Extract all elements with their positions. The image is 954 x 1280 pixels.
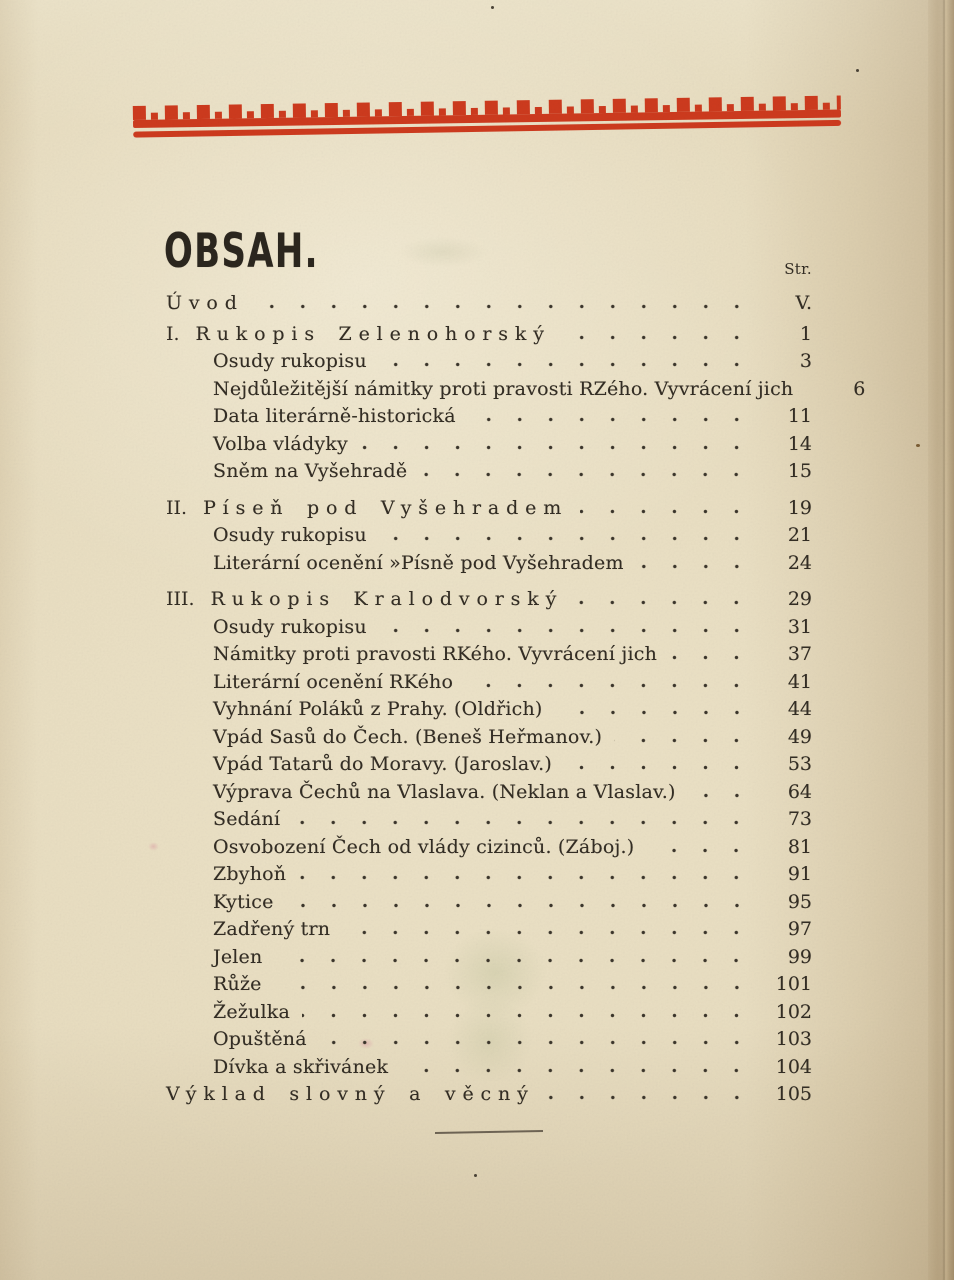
toc-dot-leader (547, 1095, 752, 1100)
toc-page-number: 29 (787, 588, 812, 610)
toc-row (166, 1081, 812, 1109)
toc-page-number: 1 (799, 322, 812, 345)
bleed-through-stain (378, 230, 508, 274)
toc-entry-label: Literární ocenění »Písně pod Vyšehradem (213, 551, 624, 574)
toc-entry-label: Rukopis Zelenohorský (195, 322, 551, 345)
toc-entry-label: Rukopis Kralodvorský (210, 588, 564, 610)
toc-numeral: I. (166, 322, 180, 345)
toc-page-number: 91 (787, 863, 812, 885)
toc-dot-leader (575, 600, 752, 605)
toc-row (166, 751, 812, 779)
toc-page-number: 99 (787, 945, 812, 968)
toc-entry-label: Vyhnání Poláků z Prahy. (Oldřich) (213, 698, 543, 720)
toc-page-number: 73 (787, 808, 812, 830)
toc-page-number: 19 (787, 496, 812, 519)
toc-entry-label: Výklad slovný a věcný (166, 1083, 535, 1105)
toc-entry-label: Sněm na Vyšehradě (213, 460, 408, 482)
toc-row (166, 916, 812, 944)
toc-list (166, 290, 866, 1109)
toc-page-number: 102 (775, 1000, 812, 1023)
toc-row (166, 586, 812, 614)
page-column-header: Str. (784, 260, 812, 278)
toc-row (166, 522, 812, 550)
toc-row (166, 1054, 812, 1082)
toc-row (166, 696, 812, 724)
toc-dot-leader (669, 655, 752, 660)
toc-page-number: 44 (787, 698, 812, 720)
toc-dot-leader (286, 903, 752, 908)
toc-row (166, 614, 812, 642)
toc-page-number: 103 (775, 1028, 812, 1050)
toc-dot-leader (319, 1040, 752, 1045)
toc-dot-leader (636, 564, 752, 569)
toc-entry-label: Volba vládyky (213, 432, 348, 455)
toc-dot-leader (400, 1068, 752, 1073)
toc-row (166, 1026, 812, 1054)
toc-row (166, 550, 812, 578)
toc-row (166, 290, 812, 318)
toc-page-number: 37 (787, 643, 812, 665)
toc-entry-label: Jelen (213, 945, 263, 968)
toc-dot-leader (274, 958, 752, 963)
toc-page-number: 41 (787, 670, 812, 693)
toc-page-number: 105 (775, 1083, 812, 1105)
toc-row (166, 641, 812, 669)
toc-dot-leader (468, 417, 752, 422)
toc-page-number: 95 (787, 890, 812, 913)
top-ornament (133, 95, 841, 136)
toc-dot-leader (256, 304, 752, 309)
toc-entry-label: Úvod (166, 292, 244, 314)
toc-dot-leader (302, 1013, 752, 1018)
toc-page-number: 104 (775, 1055, 812, 1078)
toc-entry-label: Data literárně-historická (213, 405, 456, 427)
toc-row (166, 495, 812, 523)
toc-row (166, 779, 812, 807)
toc-dot-leader (342, 930, 752, 935)
toc-entry-label: Osudy rukopisu (213, 615, 367, 638)
toc-row (166, 724, 812, 752)
toc-row (166, 889, 812, 917)
toc-dot-leader (465, 683, 752, 688)
toc-row (166, 376, 866, 404)
dust-speck (856, 69, 859, 72)
toc-row (166, 669, 812, 697)
toc-entry-label: Růže (213, 973, 262, 995)
toc-dot-leader (563, 335, 752, 340)
pink-smudge (148, 842, 159, 851)
toc-page-number: 101 (775, 973, 812, 995)
toc-entry-label: Vpád Tatarů do Moravy. (Jaroslav.) (213, 753, 552, 775)
toc-row (166, 944, 812, 972)
toc-entry-label: Žežulka (213, 1000, 291, 1023)
toc-entry-label: Osudy rukopisu (213, 350, 367, 372)
toc-page-number: 53 (787, 753, 812, 775)
toc-entry-label: Kytice (213, 890, 274, 913)
dust-speck (474, 1174, 477, 1177)
toc-row (166, 348, 812, 376)
page-edge-shadow (928, 0, 954, 1280)
toc-entry-label: Osvobození Čech od vlády cizinců. (Záboj.) (213, 835, 635, 858)
toc-dot-leader (555, 710, 752, 715)
toc-dot-leader (688, 793, 752, 798)
toc-page-number: 64 (787, 780, 812, 803)
toc-page-number: 97 (787, 918, 812, 940)
toc-dot-leader (274, 985, 752, 990)
toc-page-number: 11 (787, 405, 812, 427)
toc-entry-label: Dívka a skřivánek (213, 1055, 389, 1078)
toc-page-number: 24 (787, 551, 812, 574)
table-of-contents (166, 290, 866, 1133)
toc-row (166, 806, 812, 834)
dust-speck (491, 6, 494, 9)
toc-page-number: 21 (787, 524, 812, 546)
toc-dot-leader (580, 509, 752, 514)
toc-row (166, 403, 812, 431)
toc-entry-label: Sedání (213, 808, 281, 830)
toc-dot-leader (379, 628, 752, 633)
toc-dot-leader (646, 848, 752, 853)
toc-entry-label: Opuštěná (213, 1028, 307, 1050)
toc-page-number: 14 (787, 432, 812, 455)
toc-row (166, 999, 812, 1027)
toc-entry-label: Literární ocenění RKého (213, 670, 454, 693)
toc-entry-label: Zadřený trn (213, 918, 331, 940)
toc-entry-label: Osudy rukopisu (213, 524, 367, 546)
toc-dot-leader (379, 362, 752, 367)
toc-entry-label: Vpád Sasů do Čech. (Beneš Heřmanov.) (213, 725, 603, 748)
toc-row (166, 861, 812, 889)
dust-speck (916, 444, 920, 447)
toc-dot-leader (298, 875, 752, 880)
toc-dot-leader (564, 765, 752, 770)
page-title: OBSAH. (164, 224, 319, 279)
toc-row (166, 458, 812, 486)
toc-entry-label: Námitky proti pravosti RKého. Vyvrácení jich (213, 643, 658, 665)
toc-entry-label: Nejdůležitější námitky proti pravosti RZého. Vyvrácení jich (213, 377, 794, 400)
toc-row (166, 321, 812, 349)
toc-page-number: 3 (799, 350, 812, 372)
toc-numeral: III. (166, 588, 195, 610)
toc-numeral: II. (166, 496, 188, 519)
toc-page-number: 81 (787, 835, 812, 858)
toc-dot-leader (379, 536, 752, 541)
toc-page-number: 15 (787, 460, 812, 482)
toc-dot-leader (614, 738, 752, 743)
toc-dot-leader (419, 472, 752, 477)
toc-dot-leader (360, 445, 752, 450)
toc-row (166, 834, 812, 862)
toc-entry-label: Píseň pod Vyšehradem (203, 496, 569, 519)
toc-row (166, 431, 812, 459)
toc-page-number: 6 (853, 377, 866, 400)
toc-dot-leader (292, 820, 752, 825)
toc-row (166, 971, 812, 999)
section-end-rule (435, 1129, 543, 1133)
toc-page-number: 49 (787, 725, 812, 748)
toc-entry-label: Výprava Čechů na Vlaslava. (Neklan a Vlaslav.) (213, 780, 676, 803)
toc-page-number: V. (795, 292, 812, 314)
toc-entry-label: Zbyhoň (213, 863, 287, 885)
toc-page-number: 31 (787, 615, 812, 638)
